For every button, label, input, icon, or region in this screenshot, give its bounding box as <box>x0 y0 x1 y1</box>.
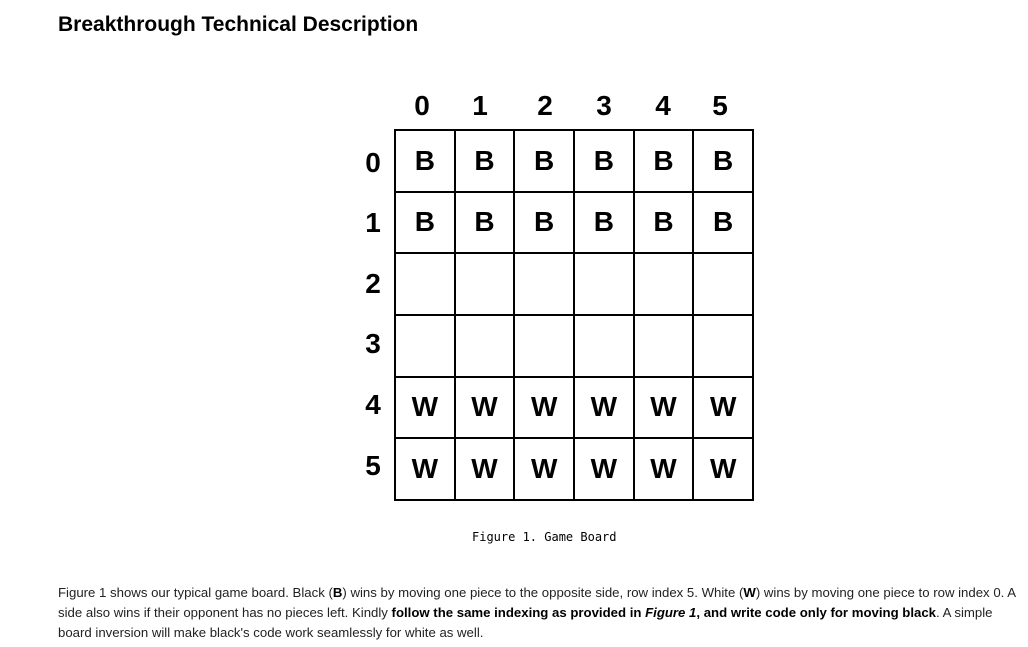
board-cell <box>575 254 635 316</box>
board-cell <box>396 254 456 316</box>
board-cell <box>396 316 456 378</box>
board-cell: B <box>396 193 456 255</box>
description-bold-text: , and write code only for moving black <box>696 605 937 620</box>
board-cell <box>456 254 516 316</box>
row-index-label: 2 <box>365 268 381 299</box>
board-cell: W <box>456 439 516 501</box>
board-cell: B <box>515 193 575 255</box>
description-text: ) wins by moving one piece to the opposite side, row index 5. White ( <box>342 585 744 600</box>
row-index-label: 4 <box>365 389 381 420</box>
row-index-label: 5 <box>365 450 381 481</box>
board-cell <box>694 316 754 378</box>
board-cell: W <box>396 439 456 501</box>
description-bold-text: W <box>743 585 756 600</box>
description-text: . A simple board inversion will make black's code work seamlessly for white as well. <box>58 605 993 640</box>
column-index-label: 2 <box>537 90 553 121</box>
board-cell <box>635 316 695 378</box>
board-cell: B <box>456 131 516 193</box>
column-index-label: 5 <box>712 90 728 121</box>
board-cell: W <box>515 378 575 440</box>
column-index-label: 1 <box>472 90 488 121</box>
description-text: ) wins by moving one piece to row index 0. A side also wins if their opponent has no pieces left. Kindly <box>58 585 1016 620</box>
board-cell: B <box>635 131 695 193</box>
board-cell: B <box>635 193 695 255</box>
board-cell: B <box>456 193 516 255</box>
board-cell: B <box>694 193 754 255</box>
board-cell: W <box>575 378 635 440</box>
column-index-label: 0 <box>414 90 430 121</box>
board-cell: W <box>694 439 754 501</box>
description-text: Figure 1 shows our typical game board. Black ( <box>58 585 333 600</box>
board-cell <box>694 254 754 316</box>
board-cell: B <box>396 131 456 193</box>
board-cell: W <box>635 378 695 440</box>
board-cell: W <box>575 439 635 501</box>
row-index-label: 3 <box>365 328 381 359</box>
board-cell: W <box>635 439 695 501</box>
board-cell: B <box>694 131 754 193</box>
board-cell: W <box>396 378 456 440</box>
game-board-figure <box>360 86 760 506</box>
description-bold-text: follow the same indexing as provided in <box>391 605 646 620</box>
board-cell <box>635 254 695 316</box>
board-cell <box>575 316 635 378</box>
board-cell <box>515 254 575 316</box>
board-cell: W <box>694 378 754 440</box>
game-board-grid <box>394 129 754 501</box>
board-cell: B <box>575 193 635 255</box>
column-index-label: 3 <box>596 90 612 121</box>
description-bold-italic-text: Figure 1 <box>645 605 697 620</box>
row-index-label: 0 <box>365 147 381 178</box>
board-cell <box>515 316 575 378</box>
board-cell: W <box>515 439 575 501</box>
board-cell: W <box>456 378 516 440</box>
figure-caption: Figure 1. Game Board <box>472 530 617 544</box>
description-paragraph <box>58 583 1020 643</box>
row-index-label: 1 <box>365 207 381 238</box>
board-cell: B <box>515 131 575 193</box>
description-bold-text: B <box>332 585 343 600</box>
column-index-label: 4 <box>655 90 671 121</box>
board-cell: B <box>575 131 635 193</box>
page-title: Breakthrough Technical Description <box>58 13 419 36</box>
board-cell <box>456 316 516 378</box>
